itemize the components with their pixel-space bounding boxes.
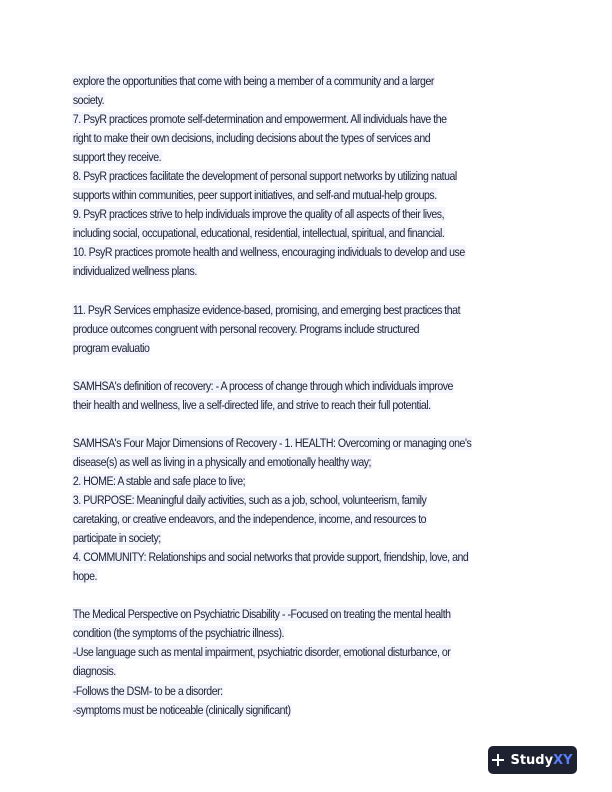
brand-name-suffix: XY	[553, 752, 573, 768]
text-line: individualized wellness plans.	[72, 264, 197, 279]
text-line: -symptoms must be noticeable (clinically significant)	[72, 702, 291, 717]
text-block-dimensions	[72, 434, 542, 586]
document-body	[72, 72, 542, 720]
brand-name-prefix: Study	[510, 752, 554, 768]
text-line: support they receive.	[72, 150, 162, 165]
text-line: 8. PsyR practices facilitate the development of personal support networks by utilizing natual	[72, 169, 457, 184]
text-line: including social, occupational, educational, residential, intellectual, spiritual, and financial.	[72, 226, 445, 241]
text-line: society.	[72, 93, 105, 108]
text-line: produce outcomes congruent with personal recovery. Programs include structured	[72, 321, 420, 336]
paragraph-spacer	[72, 586, 542, 605]
text-line: 9. PsyR practices strive to help individuals improve the quality of all aspects of their lives,	[72, 207, 445, 222]
paragraph-spacer	[72, 282, 542, 301]
studyxy-watermark-badge	[488, 746, 577, 774]
text-line: right to make their own decisions, including decisions about the types of services and	[72, 131, 431, 146]
text-line: SAMHSA's Four Major Dimensions of Recovery - 1. HEALTH: Overcoming or managing one's	[72, 435, 472, 450]
text-line: condition (the symptoms of the psychiatric illness).	[72, 626, 284, 641]
text-line: -Use language such as mental impairment, psychiatric disorder, emotional disturbance, or	[72, 645, 451, 660]
text-line: diagnosis.	[72, 664, 116, 679]
text-block-services	[72, 301, 542, 358]
text-line: caretaking, or creative endeavors, and the independence, income, and resources to	[72, 512, 427, 527]
text-line: 10. PsyR practices promote health and wellness, encouraging individuals to develop and use	[72, 245, 465, 260]
text-line: program evaluatio	[72, 340, 150, 355]
text-line: supports within communities, peer support initiatives, and self-and mutual-help groups.	[72, 188, 437, 203]
text-line: hope.	[72, 569, 97, 584]
paragraph-spacer	[72, 415, 542, 434]
text-block-principles	[72, 72, 542, 282]
text-line: their health and wellness, live a self-directed life, and strive to reach their full potential.	[72, 397, 431, 412]
text-line: 2. HOME: A stable and safe place to live;	[72, 473, 246, 488]
plus-icon	[492, 754, 504, 766]
paragraph-spacer	[72, 358, 542, 377]
text-line: SAMHSA's definition of recovery: - A process of change through which individuals improve	[72, 378, 453, 393]
text-block-recovery-definition	[72, 377, 542, 415]
text-block-medical-perspective	[72, 605, 542, 719]
text-line: 3. PURPOSE: Meaningful daily activities, such as a job, school, volunteerism, family	[72, 493, 427, 508]
text-line: explore the opportunities that come with being a member of a community and a larger	[72, 74, 434, 88]
text-line: 4. COMMUNITY: Relationships and social networks that provide support, friendship, love, and	[72, 550, 469, 565]
text-line: disease(s) as well as living in a physically and emotionally healthy way;	[72, 454, 372, 469]
text-line: -Follows the DSM- to be a disorder:	[72, 683, 223, 698]
text-line: 11. PsyR Services emphasize evidence-based, promising, and emerging best practices that	[72, 302, 461, 317]
text-line: participate in society;	[72, 531, 161, 546]
text-line: The Medical Perspective on Psychiatric Disability - -Focused on treating the mental health	[72, 607, 451, 622]
text-line: 7. PsyR practices promote self-determination and empowerment. All individuals have the	[72, 112, 447, 127]
